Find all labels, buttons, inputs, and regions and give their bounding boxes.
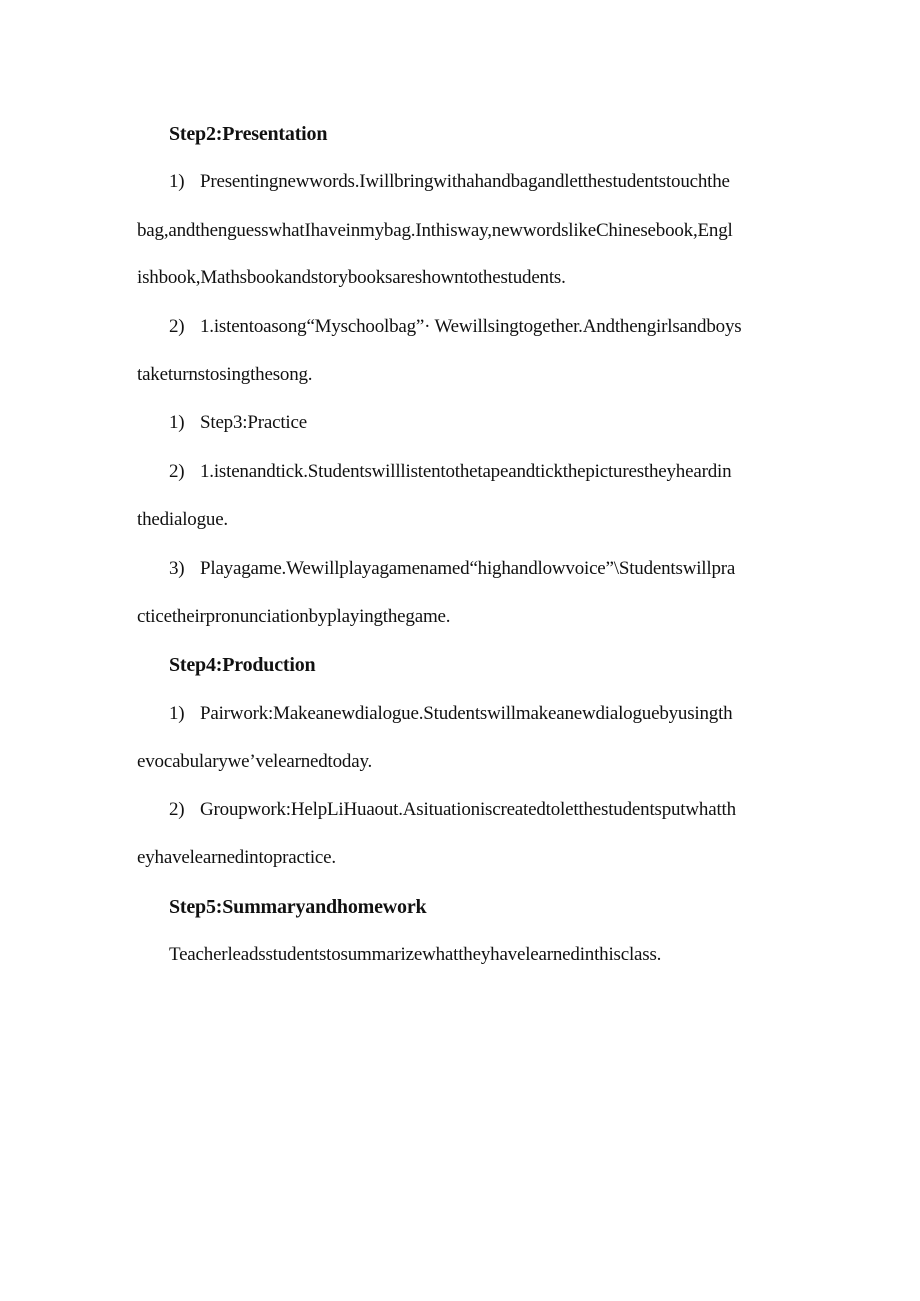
paragraph-text: Groupwork:HelpLiHuaout.Asituationiscreatedtoletthestudentsputwhatth xyxy=(200,799,736,820)
paragraph-text: 1.istenandtick.Studentswilllistentothetapeandtickthepicturestheyheardin xyxy=(200,461,732,482)
paragraph-line xyxy=(169,460,731,484)
heading-step5: Step5:Summaryandhomework xyxy=(169,896,427,918)
paragraph-text: Playagame.Wewillplayagamenamed“highandlowvoice”\Studentswillpra xyxy=(200,558,736,579)
paragraph-text: Pairwork:Makeanewdialogue.Studentswillmakeanewdialoguebyusingth xyxy=(200,703,733,724)
heading-step2: Step2:Presentation xyxy=(169,123,328,145)
list-number: 1) xyxy=(169,171,185,192)
list-number: 2) xyxy=(169,461,185,482)
paragraph-line xyxy=(169,557,735,581)
list-number: 2) xyxy=(169,799,185,820)
paragraph-line xyxy=(169,315,741,339)
paragraph-line xyxy=(169,798,736,822)
paragraph-line: bag,andthenguesswhatIhaveinmybag.Inthisway,newwordslikeChinesebook,Engl xyxy=(137,220,733,241)
paragraph-line: ishbook,Mathsbookandstorybooksareshowntothestudents. xyxy=(137,267,566,288)
paragraph-line: eyhavelearnedintopractice. xyxy=(137,847,336,868)
list-number: 3) xyxy=(169,558,185,579)
paragraph-line: Teacherleadsstudentstosummarizewhattheyhavelearnedinthisclass. xyxy=(169,944,662,965)
paragraph-text: Presentingnewwords.Iwillbringwithahandbagandletthestudentstouchthe xyxy=(200,171,730,192)
paragraph-line: taketurnstosingthesong. xyxy=(137,364,313,385)
list-number: 2) xyxy=(169,316,185,337)
paragraph-line: cticetheirpronunciationbyplayingthegame. xyxy=(137,606,451,627)
paragraph-line xyxy=(169,702,732,726)
paragraph-line xyxy=(169,411,307,435)
paragraph-line: thedialogue. xyxy=(137,509,228,530)
paragraph-text: Step3:Practice xyxy=(200,412,307,433)
list-number: 1) xyxy=(169,412,185,433)
paragraph-text: 1.istentoasong“Myschoolbag”· Wewillsingtogether.Andthengirlsandboys xyxy=(200,316,742,337)
paragraph-line xyxy=(169,170,730,194)
paragraph-line: evocabularywe’velearnedtoday. xyxy=(137,751,373,772)
heading-step4: Step4:Production xyxy=(169,654,316,676)
list-number: 1) xyxy=(169,703,185,724)
